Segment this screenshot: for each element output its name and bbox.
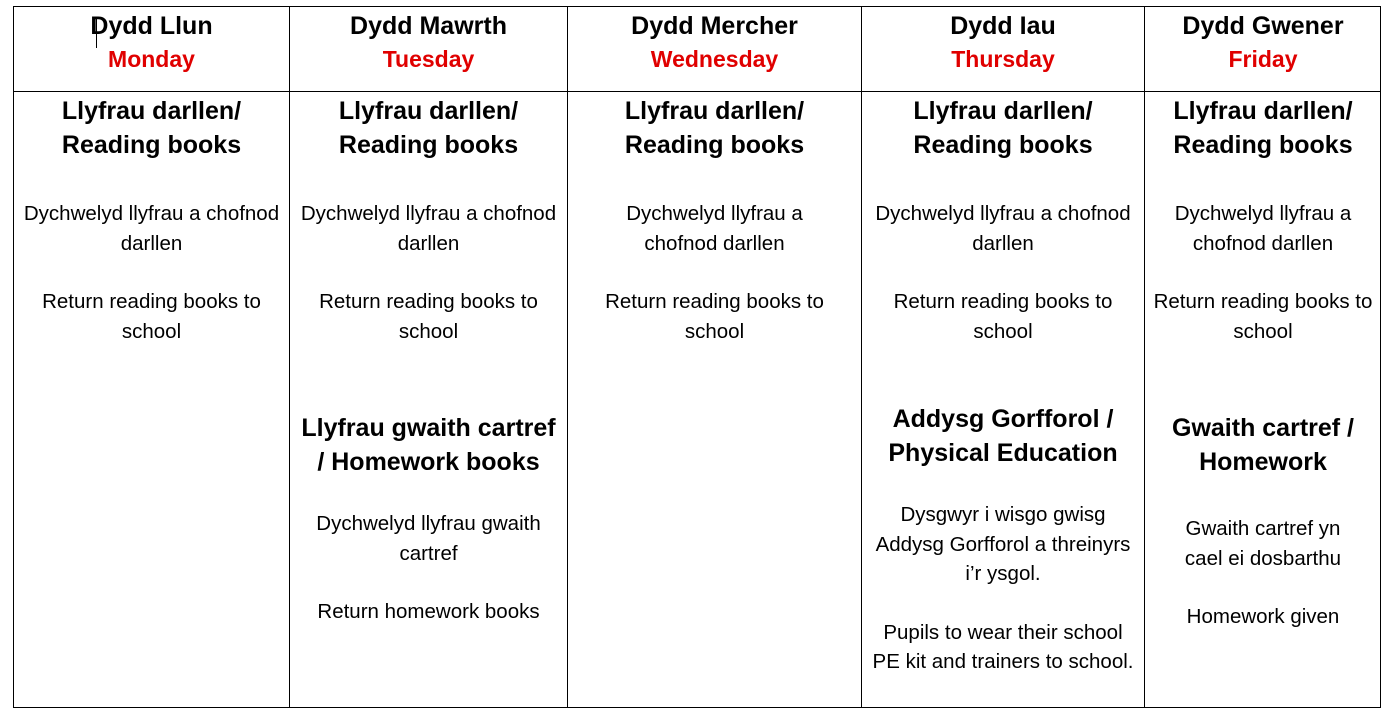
day-header: [14, 7, 289, 91]
section-title: Addysg Gorfforol / Physical Education: [888, 405, 1118, 467]
day-column-friday: [1145, 7, 1381, 707]
section-text-welsh: Dychwelyd llyfrau a chofnod darllen: [23, 202, 280, 255]
section-homework: [1165, 411, 1361, 632]
day-column-tuesday: [290, 7, 567, 707]
section-text-english: Pupils to wear their school PE kit and trainers to school.: [872, 620, 1134, 673]
day-header: [1145, 7, 1381, 91]
section-title: Llyfrau darllen/ Reading books: [338, 97, 519, 159]
section-text-welsh: Dychwelyd llyfrau a chofnod darllen: [300, 202, 557, 255]
section-title: Llyfrau darllen/ Reading books: [913, 97, 1093, 159]
section-title: Llyfrau darllen/ Reading books: [61, 97, 242, 159]
section-text-english: Return reading books to school: [319, 290, 538, 343]
section-reading-books: [296, 94, 561, 346]
day-header: [862, 7, 1144, 91]
section-text-welsh: Dychwelyd llyfrau gwaith cartref: [316, 512, 541, 565]
section-text-welsh: Dychwelyd llyfrau a chofnod darllen: [875, 202, 1131, 255]
section-title: Llyfrau gwaith cartref / Homework books: [301, 414, 556, 476]
section-text-english: Return reading books to school: [605, 290, 824, 343]
day-name-english: Wednesday: [650, 46, 779, 72]
section-text-english: Homework given: [1186, 605, 1340, 628]
day-column-wednesday: [568, 7, 861, 707]
day-name-english: Friday: [1228, 46, 1298, 72]
section-reading-books: [20, 94, 283, 346]
day-name-english: Thursday: [951, 46, 1055, 72]
section-title: Llyfrau darllen/ Reading books: [1173, 97, 1353, 159]
section-text-welsh: Dysgwyr i wisgo gwisg Addysg Gorfforol a threinyrs i’r ysgol.: [875, 503, 1131, 585]
section-homework-books: [296, 411, 561, 627]
day-name-welsh: Dydd Iau: [950, 12, 1056, 40]
day-name-welsh: Dydd Mawrth: [350, 12, 507, 40]
day-name-welsh: Dydd Llun: [90, 12, 213, 40]
section-reading-books: [1151, 94, 1375, 346]
day-name-welsh: Dydd Gwener: [1182, 12, 1344, 40]
day-column-thursday: [862, 7, 1144, 707]
section-text-welsh: Gwaith cartref yn cael ei dosbarthu: [1184, 517, 1342, 570]
day-header: [290, 7, 567, 91]
day-header: [568, 7, 861, 91]
day-name-english: Tuesday: [382, 46, 475, 72]
section-text-welsh: Dychwelyd llyfrau a chofnod darllen: [626, 202, 803, 255]
day-column-monday: [14, 7, 289, 707]
section-text-english: Return reading books to school: [1153, 290, 1373, 343]
day-name-welsh: Dydd Mercher: [631, 12, 798, 40]
section-text-english: Return homework books: [317, 600, 540, 623]
day-name-english: Monday: [108, 46, 195, 72]
section-title: Llyfrau darllen/ Reading books: [624, 97, 805, 159]
section-text-english: Return reading books to school: [893, 290, 1113, 343]
section-title: Gwaith cartref / Homework: [1172, 414, 1354, 476]
section-physical-education: [868, 402, 1138, 677]
section-text-welsh: Dychwelyd llyfrau a chofnod darllen: [1174, 202, 1352, 255]
weekly-schedule-table: [13, 6, 1381, 708]
section-text-english: Return reading books to school: [42, 290, 261, 343]
section-reading-books: [604, 94, 825, 346]
section-reading-books: [868, 94, 1138, 346]
